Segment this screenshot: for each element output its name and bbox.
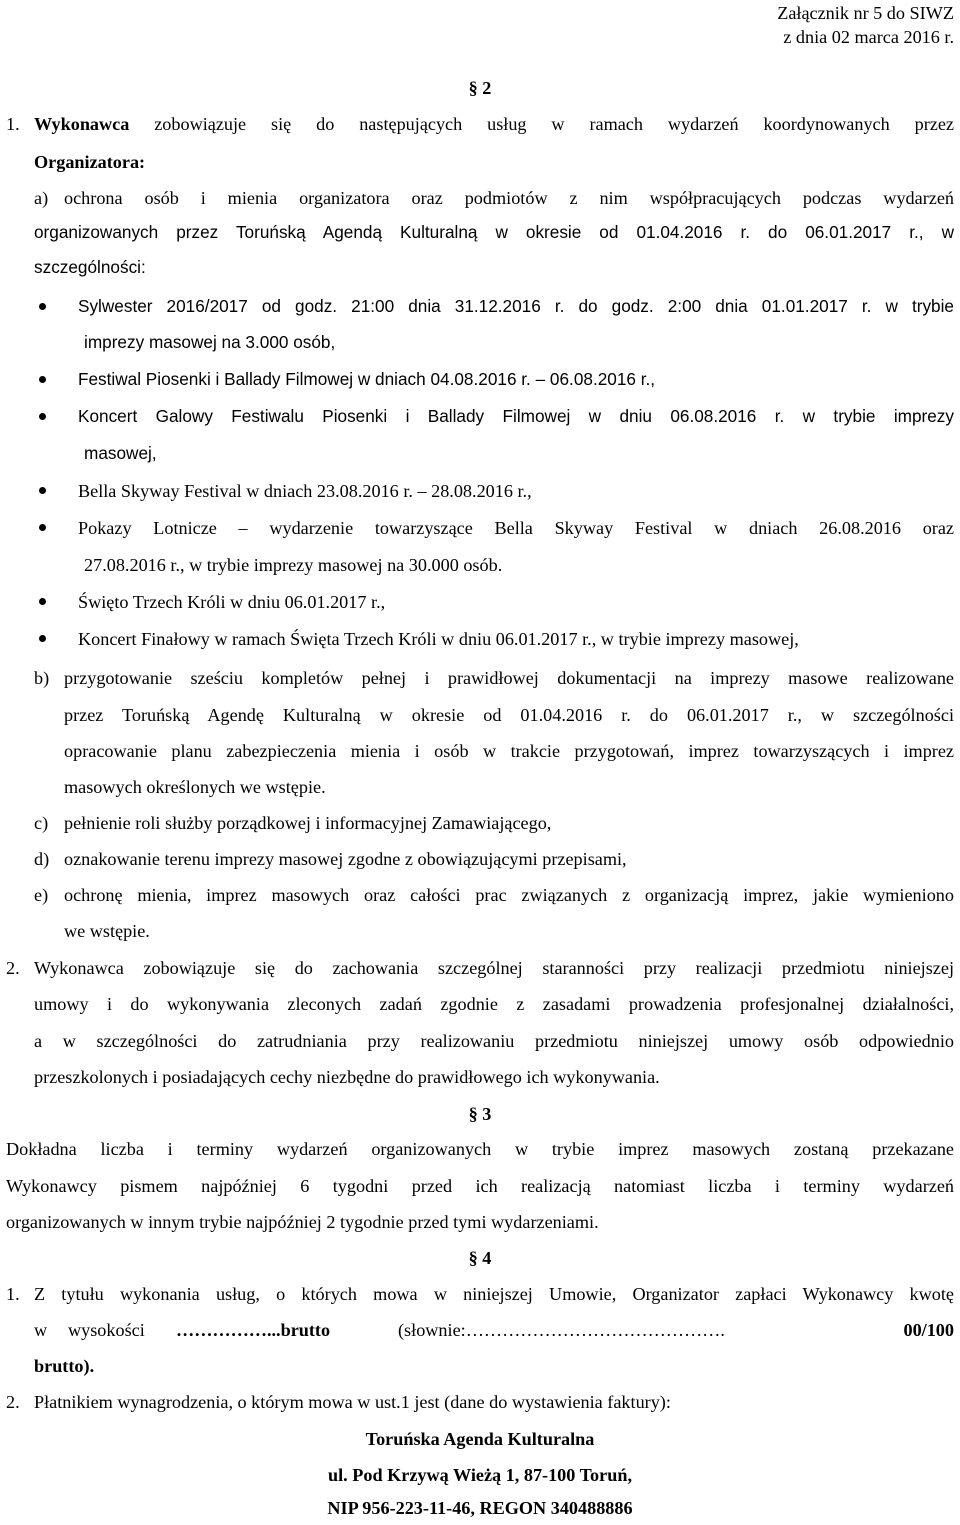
para-4-1-line: Z tytułu wykonania usług, o których mowa w niniejszej Umowie, Organizator zapłaci Wykonawcy kwotę [34,1284,954,1304]
header-date: z dnia 02 marca 2016 r. [783,27,954,47]
text-run: zobowiązuje się do następujących usług w ramach wydarzeń koordynowanych przez [129,114,954,134]
item-label-c: c) [34,813,49,833]
list-item: Święto Trzech Króli w dniu 06.01.2017 r., [78,592,386,612]
list-item: Festiwal Piosenki i Ballady Filmowej w dniach 04.08.2016 r. – 06.08.2016 r., [78,369,656,389]
para-3-line: Wykonawcy pismem najpóźniej 6 tygodni przed ich realizacją natomiast liczba i terminy wydarzeń [6,1176,954,1196]
header-annex-number: Załącznik nr 5 do SIWZ [777,3,954,23]
payer-name: Toruńska Agenda Kulturalna [365,1429,595,1449]
item-b-line: masowych określonych we wstępie. [64,777,326,797]
item-d-line: oznakowanie terenu imprezy masowej zgodne z obowiązującymi przepisami, [64,849,627,869]
item-b-line: przygotowanie sześciu kompletów pełnej i prawidłowej dokumentacji na imprezy masowe realizowane [64,668,954,688]
para-2-1-line [34,113,954,135]
para-2-2-line: Wykonawca zobowiązuje się do zachowania szczególnej staranności przy realizacji przedmiotu niniejszej [34,958,954,978]
list-item: Pokazy Lotnicze – wydarzenie towarzyszące Bella Skyway Festival w dniach 26.08.2016 oraz [78,518,954,538]
bullet-icon [39,635,46,642]
list-item: Koncert Galowy Festiwalu Piosenki i Ballady Filmowej w dniu 06.08.2016 r. w trybie imprezy [78,406,954,426]
list-item-cont: 27.08.2016 r., w trybie imprezy masowej na 30.000 osób. [84,555,503,575]
item-a-line: ochrona osób i mienia organizatora oraz podmiotów z nim współpracujących podczas wydarzeń [64,188,954,208]
item-e-line: ochronę mienia, imprez masowych oraz całości prac związanych z organizacją imprez, jakie wymieniono [64,885,954,905]
bullet-icon [39,413,46,420]
list-item: Koncert Finałowy w ramach Święta Trzech Króli w dniu 06.01.2017 r., w trybie imprezy masowej, [78,629,799,649]
para-4-2-line: Płatnikiem wynagrodzenia, o którym mowa w ust.1 jest (dane do wystawienia faktury): [34,1392,671,1412]
payer-address: ul. Pod Krzywą Wieżą 1, 87-100 Toruń, [328,1465,632,1485]
item-label-d: d) [34,849,50,869]
item-b-line: przez Toruńską Agendę Kulturalną w okresie od 01.04.2016 r. do 06.01.2017 r., w szczególności [64,705,954,725]
text-run: wysokości [68,1320,145,1340]
para-3-line: Dokładna liczba i terminy wydarzeń organizowanych w trybie imprez masowych zostaną przekazane [6,1139,954,1159]
amount-in-words-placeholder: (słownie:……………………………………. [398,1320,725,1340]
bullet-icon [39,376,46,383]
list-item-cont: masowej, [84,443,157,463]
para-number: 1. [6,1284,20,1304]
bullet-icon [39,524,46,531]
item-label-a: a) [34,188,49,208]
bullet-icon [39,598,46,605]
item-c-line: pełnienie roli służby porządkowej i informacyjnej Zamawiającego, [64,813,552,833]
item-e-line: we wstępie. [64,921,150,941]
para-number: 2. [6,1392,20,1412]
text-run: brutto). [34,1356,95,1376]
bullet-icon [39,303,46,310]
para-2-2-line: umowy i do wykonywania zleconych zadań zgodnie z zasadami prowadzenia profesjonalnej działalności, [34,994,954,1014]
item-a-line: szczególności: [34,257,146,277]
amount-placeholder: ……………...brutto [176,1320,331,1340]
item-label-b: b) [34,668,50,688]
bold-organizer: Organizatora: [34,152,146,172]
text-run: w [34,1320,48,1340]
item-b-line: opracowanie planu zabezpieczenia mienia i osób w trakcie przygotowań, imprez towarzyszących i imprez [64,741,954,761]
section-2-title: § 2 [468,78,492,98]
bold-contractor: Wykonawca [34,114,130,134]
para-3-line: organizowanych w innym trybie najpóźniej 2 tygodnie przed tymi wydarzeniami. [6,1212,599,1232]
item-a-line: organizowanych przez Toruńską Agendą Kulturalną w okresie od 01.04.2016 r. do 06.01.2017 r., w [34,222,954,242]
para-2-2-line: a w szczególności do zatrudniania przy realizowaniu przedmiotu niniejszej umowy osób odpowiednio [34,1031,954,1051]
para-number: 2. [6,958,20,978]
section-4-title: § 4 [468,1248,492,1268]
para-number: 1. [6,114,20,134]
list-item: Sylwester 2016/2017 od godz. 21:00 dnia 31.12.2016 r. do godz. 2:00 dnia 01.01.2017 r. w trybie [78,296,954,316]
para-2-2-line: przeszkolonych i posiadających cechy niezbędne do prawidłowego ich wykonywania. [34,1067,660,1087]
payer-ids: NIP 956-223-11-46, REGON 340488886 [327,1498,633,1518]
amount-grosze: 00/100 [903,1320,954,1340]
item-label-e: e) [34,885,49,905]
list-item-cont: imprezy masowej na 3.000 osób, [84,332,336,352]
section-3-title: § 3 [468,1104,492,1124]
bullet-icon [39,487,46,494]
list-item: Bella Skyway Festival w dniach 23.08.2016 r. – 28.08.2016 r., [78,481,532,501]
